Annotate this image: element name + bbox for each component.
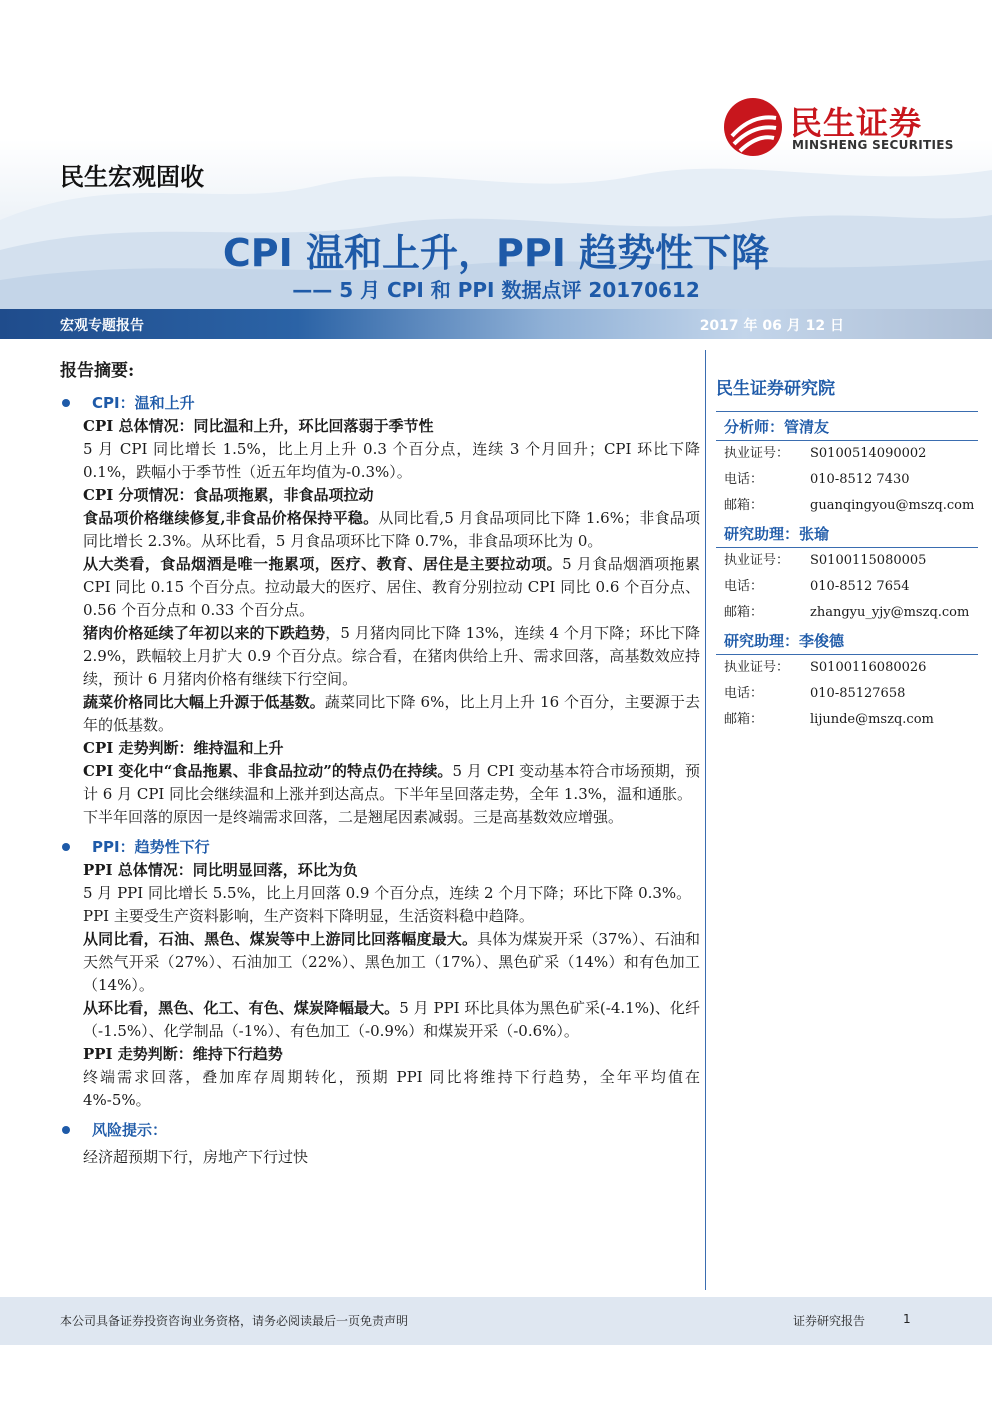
paragraph-body: 5 月 PPI 环比具体为黑色矿采(-4.1%)、化纤（-1.5%）、化学制品（-1%）、有色加工（-0.9%）和煤炭开采（-0.6%）。: [83, 999, 700, 1040]
email-link[interactable]: lijunde@mszq.com: [810, 712, 934, 727]
report-title: CPI 温和上升，PPI 趋势性下降: [222, 231, 770, 275]
page-footer: [0, 1297, 992, 1345]
footer-label: 证券研究报告: [793, 1314, 866, 1328]
report-subtitle: —— 5 月 CPI 和 PPI 数据点评 20170612: [292, 278, 700, 302]
section-bullet-risk: [60, 1118, 700, 1142]
brand-name: 民生宏观固收: [60, 163, 204, 191]
section-heading: CPI：温和上升: [92, 394, 195, 412]
analyst-name: 研究助理：李俊德: [716, 626, 978, 655]
section-heading: PPI：趋势性下行: [92, 838, 210, 856]
paragraph: [83, 997, 700, 1043]
sidebar-analysts: [716, 374, 978, 733]
report-type: 宏观专题报告: [60, 318, 144, 334]
field-label: 电话：: [724, 472, 764, 487]
analyst-name: 分析师：管清友: [716, 412, 978, 441]
section-bullet-cpi: [60, 391, 700, 415]
sub-heading: CPI 总体情况：同比温和上升，环比回落弱于季节性: [83, 417, 434, 435]
paragraph: [83, 553, 700, 622]
paragraph-lead: 从环比看，黑色、化工、有色、煤炭降幅最大。: [83, 999, 400, 1017]
field-label: 邮箱：: [724, 712, 764, 727]
analyst-tel-row: [716, 467, 978, 493]
field-label: 执业证号：: [724, 553, 790, 568]
paragraph: [83, 622, 700, 691]
paragraph-body: 5 月食品烟酒项拖累 CPI 同比 0.15 个百分点。拉动最大的医疗、居住、教育分别拉动 CPI 同比 0.6 个百分点、0.56 个百分点和 0.33 个百分点。: [83, 555, 700, 619]
paragraph-lead: 猪肉价格延续了年初以来的下跌趋势: [83, 624, 326, 642]
field-label: 执业证号：: [724, 446, 790, 461]
paragraph-lead: 从同比看，石油、黑色、煤炭等中上游同比回落幅度最大。: [83, 930, 478, 948]
field-label: 电话：: [724, 579, 764, 594]
logo-text-cn: 民生证券: [790, 104, 923, 142]
cert-number: S0100115080005: [810, 553, 927, 568]
field-label: 电话：: [724, 686, 764, 701]
paragraph-body: ，5 月猪肉同比下降 13%，连续 4 个月下降；环比下降 2.9%，跌幅较上月扩大 0.9 个百分点。综合看，在猪肉供给上升、需求回落，高基数效应持续，预计 6 月猪肉价格有继续下行空间。: [83, 624, 700, 688]
bullet-dot-icon: [62, 1126, 70, 1134]
disclaimer-text: 本公司具备证券投资咨询业务资格，请务必阅读最后一页免责声明: [60, 1314, 409, 1328]
field-label: 邮箱：: [724, 498, 764, 513]
email-link[interactable]: guanqingyou@mszq.com: [810, 498, 975, 513]
paragraph-body: 具体为煤炭开采（37%）、石油和天然气开采（27%）、石油加工（22%）、黑色加工（17%）、黑色矿采（14%）和有色加工（14%）。: [83, 930, 700, 994]
analyst-mail-row: [716, 493, 978, 519]
paragraph: 5 月 PPI 同比增长 5.5%，比上月回落 0.9 个百分点，连续 2 个月下降；环比下降 0.3%。: [83, 884, 692, 902]
phone-number: 010-8512 7654: [810, 579, 910, 594]
paragraph: [83, 928, 700, 997]
phone-number: 010-85127658: [810, 686, 906, 701]
field-label: 执业证号：: [724, 660, 790, 675]
summary-label: 报告摘要:: [60, 361, 135, 381]
paragraph: 终端需求回落，叠加库存周期转化，预期 PPI 同比将维持下行趋势，全年平均值在 4%-5%。: [83, 1068, 700, 1109]
company-logo: [722, 96, 962, 158]
paragraph: [83, 760, 700, 806]
analyst-tel-row: [716, 574, 978, 600]
analyst-mail-row: [716, 600, 978, 626]
paragraph: [83, 507, 700, 553]
report-info-bar: [0, 309, 992, 339]
logo-emblem-icon: [722, 96, 784, 158]
cert-number: S0100116080026: [810, 660, 927, 675]
sub-heading: PPI 走势判断：维持下行趋势: [83, 1045, 283, 1063]
paragraph: 5 月 CPI 同比增长 1.5%，比上月上升 0.3 个百分点，连续 3 个月回升；CPI 环比下降 0.1%，跌幅小于季节性（近五年均值为-0.3%）。: [83, 440, 700, 481]
paragraph-body: 5 月 CPI 变动基本符合市场预期，预计 6 月 CPI 同比会继续温和上涨并到达高点。下半年呈回落走势，全年 1.3%，温和通胀。: [83, 762, 700, 803]
paragraph: [83, 691, 700, 737]
analyst-name: 研究助理：张瑜: [716, 519, 978, 548]
paragraph-body: 蔬菜同比下降 6%，比上月上升 16 个百分，主要源于去年的低基数。: [83, 693, 700, 734]
column-divider: [705, 350, 706, 1290]
sub-heading: CPI 分项情况：食品项拖累，非食品项拉动: [83, 486, 374, 504]
summary-content: [60, 356, 700, 1169]
analyst-tel-row: [716, 681, 978, 707]
logo-text-en: MINSHENG SECURITIES: [792, 138, 954, 152]
paragraph-lead: 食品项价格继续修复,非食品价格保持平稳。: [83, 509, 379, 527]
field-label: 邮箱：: [724, 605, 764, 620]
sub-heading: PPI 总体情况：同比明显回落，环比为负: [83, 861, 358, 879]
analyst-cert-row: [716, 548, 978, 574]
section-heading: 风险提示：: [92, 1121, 168, 1139]
paragraph: 经济超预期下行，房地产下行过快: [83, 1148, 309, 1166]
paragraph-lead: 从大类看，食品烟酒是唯一拖累项，医疗、教育、居住是主要拉动项。: [83, 555, 563, 573]
phone-number: 010-8512 7430: [810, 472, 910, 487]
bullet-dot-icon: [62, 843, 70, 851]
paragraph-lead: CPI 变化中“食品拖累、非食品拉动”的特点仍在持续。: [83, 762, 453, 780]
email-link[interactable]: zhangyu_yjy@mszq.com: [810, 605, 970, 620]
analyst-cert-row: [716, 441, 978, 467]
report-date: 2017 年 06 月 12 日: [699, 318, 844, 334]
bullet-dot-icon: [62, 399, 70, 407]
sub-heading: CPI 走势判断：维持温和上升: [83, 739, 284, 757]
cert-number: S0100514090002: [810, 446, 927, 461]
paragraph-lead: 蔬菜价格同比大幅上升源于低基数。: [83, 693, 325, 711]
institute-name: 民生证券研究院: [716, 379, 835, 399]
analyst-mail-row: [716, 707, 978, 733]
analyst-cert-row: [716, 655, 978, 681]
page-number: 1: [903, 1312, 911, 1326]
paragraph-body: 从同比看,5 月食品项同比下降 1.6%；非食品项同比增长 2.3%。从环比看，5 月食品项环比下降 0.7%，非食品项环比为 0。: [83, 509, 700, 550]
section-bullet-ppi: [60, 835, 700, 859]
paragraph: PPI 主要受生产资料影响，生产资料下降明显，生活资料稳中趋降。: [83, 907, 534, 925]
paragraph: 下半年回落的原因一是终端需求回落，二是翘尾因素减弱。三是高基数效应增强。: [83, 808, 624, 826]
